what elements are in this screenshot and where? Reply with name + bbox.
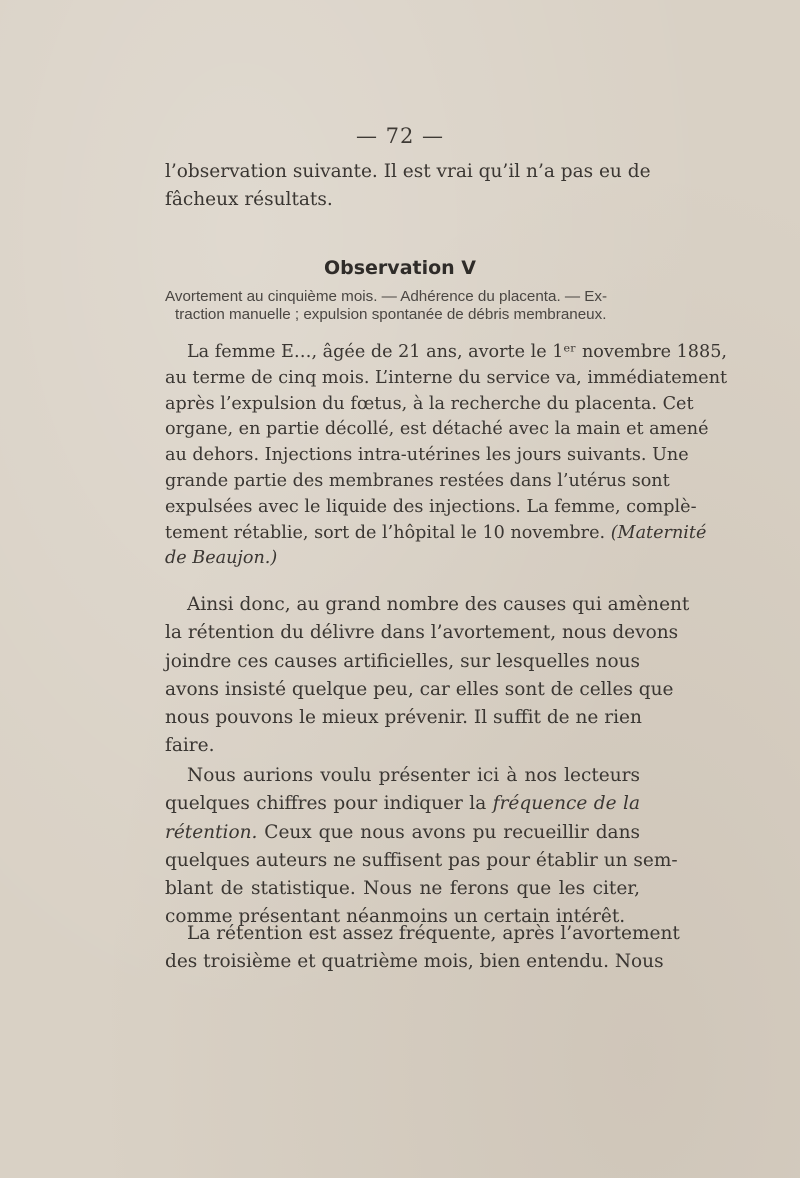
- text-line: fâcheux résultats.: [165, 189, 333, 211]
- text-line: nous pouvons le mieux prévenir. Il suffit de ne rien: [165, 707, 642, 729]
- text-line: [165, 819, 640, 847]
- intro-paragraph: [165, 158, 651, 215]
- text-line: joindre ces causes artificielles, sur lesquelles nous: [165, 650, 640, 672]
- observation-title: Observation V: [323, 257, 477, 279]
- text-line: avons insisté quelque peu, car elles sont de celles que: [165, 678, 674, 700]
- text-line: [165, 546, 640, 572]
- observation-body: [165, 340, 728, 572]
- text-line: après l’expulsion du fœtus, à la recherche du placenta. Cet: [165, 393, 694, 414]
- paragraph-causes: [165, 591, 690, 761]
- text-line: La rétention est assez fréquente, après l’avortement: [187, 923, 680, 944]
- text-line: [165, 521, 707, 547]
- text-line: [165, 790, 640, 818]
- paragraph-frequency: [165, 762, 678, 932]
- text-line: la rétention du délivre dans l’avortement, nous devons: [165, 622, 679, 644]
- text-line: grande partie des membranes restées dans l’utérus sont: [165, 470, 670, 491]
- text-fragment: quelques chiffres pour indiquer la: [165, 793, 493, 815]
- summary-line: Avortement au cinquième mois. — Adhérence du placenta. — Ex-: [165, 288, 608, 305]
- text-line: comme présentant néanmoins un certain intérêt.: [165, 906, 626, 928]
- text-line: l’observation suivante. Il est vrai qu’il n’a pas eu de: [165, 161, 651, 182]
- source-citation: de Beaujon.): [165, 548, 278, 569]
- observation-summary: [165, 288, 640, 324]
- text-line: au terme de cinq mois. L’interne du service va, immédiatement: [165, 367, 728, 388]
- emphasis-text: fréquence de la: [492, 793, 640, 815]
- text-line: Nous aurions voulu présenter ici à nos lecteurs: [187, 765, 640, 786]
- page-number: — 72 —: [355, 124, 445, 148]
- text-line: La femme E…, âgée de 21 ans, avorte le 1ᵉʳ novembre 1885,: [187, 342, 727, 362]
- emphasis-text: rétention.: [165, 821, 258, 843]
- text-fragment: Ceux que nous avons pu recueillir dans: [257, 821, 640, 843]
- text-line: quelques auteurs ne suffisent pas pour établir un sem-: [165, 849, 678, 871]
- text-line: expulsées avec le liquide des injections. La femme, complè-: [165, 496, 697, 517]
- text-fragment: tement rétablie, sort de l’hôpital le 10 novembre.: [165, 522, 606, 543]
- text-line: faire.: [165, 735, 215, 757]
- text-line: Ainsi donc, au grand nombre des causes qui amènent: [187, 594, 690, 615]
- text-line: blant de statistique. Nous ne ferons que les citer,: [165, 878, 640, 900]
- paragraph-retention: [165, 920, 680, 977]
- text-line: au dehors. Injections intra-utérines les jours suivants. Une: [165, 445, 689, 466]
- source-citation: (Maternité: [610, 522, 707, 543]
- text-line: des troisième et quatrième mois, bien entendu. Nous: [165, 951, 664, 973]
- summary-line: traction manuelle ; expulsion spontanée de débris membraneux.: [175, 306, 607, 323]
- text-line: organe, en partie décollé, est détaché avec la main et amené: [165, 419, 709, 440]
